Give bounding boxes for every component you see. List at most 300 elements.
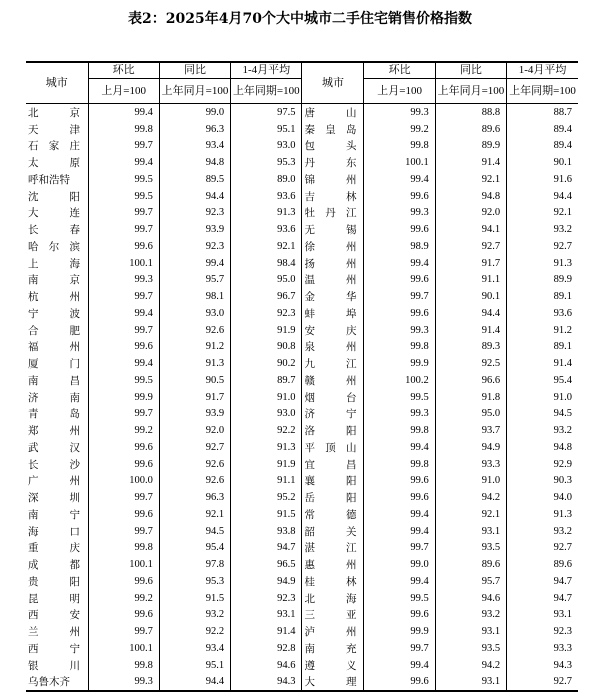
mom-value: 99.2 xyxy=(88,590,159,607)
mom-value: 99.6 xyxy=(88,506,159,523)
avg-value: 93.0 xyxy=(231,138,302,155)
city-name-text: 锦 州 xyxy=(304,173,357,186)
avg-base-header: 上年同期=100 xyxy=(231,79,302,104)
table-row xyxy=(26,506,578,523)
city-name xyxy=(26,272,88,289)
city-name xyxy=(302,406,364,423)
city-name xyxy=(302,339,364,356)
table-row xyxy=(26,138,578,155)
city-name xyxy=(302,272,364,289)
city-name-text: 安 庆 xyxy=(304,324,357,337)
city-name xyxy=(302,171,364,188)
yoy-value: 93.2 xyxy=(159,607,230,624)
city-name-text: 三 亚 xyxy=(304,609,357,622)
city-name xyxy=(26,640,88,657)
mom-value: 99.2 xyxy=(88,422,159,439)
avg-value: 93.1 xyxy=(553,609,572,621)
mom-value: 100.1 xyxy=(88,255,159,272)
mom-value: 99.3 xyxy=(88,272,159,289)
city-name-text: 赣 州 xyxy=(304,374,357,387)
yoy-value: 90.5 xyxy=(159,372,230,389)
yoy-value: 93.1 xyxy=(435,523,506,540)
city-name-text: 湛 江 xyxy=(304,542,357,555)
table-row xyxy=(26,288,578,305)
city-name-text: 大 连 xyxy=(28,207,80,220)
yoy-value: 92.1 xyxy=(159,506,230,523)
mom-value: 99.5 xyxy=(88,372,159,389)
city-name-text: 昆 明 xyxy=(28,592,80,605)
mom-value: 99.8 xyxy=(364,422,435,439)
mom-value: 99.4 xyxy=(88,154,159,171)
city-name-text: 北 海 xyxy=(304,592,357,605)
mom-value: 99.7 xyxy=(88,205,159,222)
city-name-text: 上 海 xyxy=(28,257,80,270)
mom-value: 99.7 xyxy=(88,138,159,155)
yoy-value: 93.0 xyxy=(159,305,230,322)
mom-value: 99.6 xyxy=(364,188,435,205)
city-name xyxy=(26,473,88,490)
city-name-text: 南 充 xyxy=(304,642,357,655)
city-name-text: 西 安 xyxy=(28,609,80,622)
table-row xyxy=(26,590,578,607)
table-row xyxy=(26,171,578,188)
mom-header: 环比 xyxy=(364,62,435,79)
mom-value: 99.3 xyxy=(364,104,435,121)
mom-value: 99.8 xyxy=(364,138,435,155)
table-row xyxy=(26,339,578,356)
yoy-base-header: 上年同月=100 xyxy=(435,79,506,104)
avg-value: 94.9 xyxy=(231,573,302,590)
mom-value: 99.4 xyxy=(88,305,159,322)
table-row xyxy=(26,406,578,423)
city-name xyxy=(302,121,364,138)
city-name xyxy=(302,523,364,540)
city-name-text: 长 春 xyxy=(28,224,80,237)
city-name xyxy=(302,372,364,389)
avg-value: 90.8 xyxy=(231,339,302,356)
city-name xyxy=(26,573,88,590)
city-name-text: 重 庆 xyxy=(28,542,80,555)
yoy-value: 94.2 xyxy=(435,489,506,506)
city-name xyxy=(26,238,88,255)
mom-value: 99.5 xyxy=(364,389,435,406)
mom-value: 99.3 xyxy=(364,322,435,339)
yoy-value: 89.3 xyxy=(435,339,506,356)
table-row xyxy=(26,372,578,389)
mom-value: 99.4 xyxy=(364,171,435,188)
avg-value: 89.7 xyxy=(231,372,302,389)
city-name-text: 成 都 xyxy=(28,559,80,572)
avg-value: 90.3 xyxy=(553,475,572,487)
yoy-value: 92.6 xyxy=(159,456,230,473)
city-name-text: 南 宁 xyxy=(28,508,80,521)
yoy-header: 同比 xyxy=(435,62,506,79)
city-name-text: 福 州 xyxy=(28,341,80,354)
mom-value: 100.0 xyxy=(88,473,159,490)
mom-value: 99.4 xyxy=(364,523,435,540)
city-name-text: 金 华 xyxy=(304,291,357,304)
yoy-value: 90.1 xyxy=(435,288,506,305)
mom-base-header: 上月=100 xyxy=(88,79,159,104)
mom-value: 99.8 xyxy=(88,657,159,674)
mom-value: 99.4 xyxy=(88,355,159,372)
city-name-text: 牡 丹 江 xyxy=(304,207,357,220)
table-row xyxy=(26,188,578,205)
city-name-text: 广 州 xyxy=(28,475,80,488)
city-name xyxy=(26,288,88,305)
city-name xyxy=(26,422,88,439)
city-name xyxy=(302,674,364,692)
yoy-value: 97.8 xyxy=(159,556,230,573)
table-row xyxy=(26,389,578,406)
mom-value: 99.6 xyxy=(364,607,435,624)
yoy-value: 93.7 xyxy=(435,422,506,439)
city-name xyxy=(26,540,88,557)
table-row xyxy=(26,272,578,289)
city-name-text: 南 京 xyxy=(28,274,80,287)
yoy-value: 95.1 xyxy=(159,657,230,674)
city-name-text: 武 汉 xyxy=(28,441,80,454)
city-name-text: 乌鲁木齐 xyxy=(28,676,70,689)
mom-value: 99.7 xyxy=(88,523,159,540)
city-name-text: 宜 昌 xyxy=(304,458,357,471)
mom-value: 99.7 xyxy=(88,406,159,423)
price-index-table xyxy=(26,61,578,692)
yoy-value: 92.2 xyxy=(159,623,230,640)
city-name xyxy=(302,607,364,624)
city-name-text: 合 肥 xyxy=(28,324,80,337)
city-name-text: 济 宁 xyxy=(304,408,357,421)
mom-value: 99.8 xyxy=(364,456,435,473)
city-name xyxy=(26,439,88,456)
city-name xyxy=(26,305,88,322)
avg-value: 93.0 xyxy=(231,406,302,423)
yoy-value: 94.6 xyxy=(435,590,506,607)
avg-value: 91.1 xyxy=(231,473,302,490)
avg-value: 92.8 xyxy=(231,640,302,657)
mom-value: 99.8 xyxy=(88,540,159,557)
city-name xyxy=(302,322,364,339)
mom-value: 100.2 xyxy=(364,372,435,389)
mom-value: 99.6 xyxy=(364,305,435,322)
city-name-text: 呼和浩特 xyxy=(28,173,70,186)
avg-value: 93.8 xyxy=(231,523,302,540)
avg-value: 93.6 xyxy=(231,188,302,205)
avg-value: 93.6 xyxy=(553,307,572,319)
yoy-value: 96.3 xyxy=(159,489,230,506)
yoy-value: 92.6 xyxy=(159,322,230,339)
avg-value: 89.9 xyxy=(553,274,572,286)
city-name-text: 常 德 xyxy=(304,508,357,521)
mom-value: 100.1 xyxy=(88,640,159,657)
mom-value: 99.3 xyxy=(88,674,159,692)
city-name xyxy=(26,205,88,222)
avg-value: 92.7 xyxy=(507,674,578,692)
yoy-value: 91.1 xyxy=(435,272,506,289)
yoy-base-header: 上年同月=100 xyxy=(159,79,230,104)
city-name-text: 韶 关 xyxy=(304,525,357,538)
yoy-value: 94.8 xyxy=(435,188,506,205)
yoy-value: 92.3 xyxy=(159,205,230,222)
yoy-value: 91.4 xyxy=(435,322,506,339)
mom-value: 100.1 xyxy=(364,154,435,171)
mom-value: 99.7 xyxy=(364,288,435,305)
avg-value: 96.5 xyxy=(231,556,302,573)
yoy-value: 91.7 xyxy=(159,389,230,406)
yoy-value: 91.2 xyxy=(159,339,230,356)
city-name xyxy=(26,121,88,138)
city-name-text: 贵 阳 xyxy=(28,575,80,588)
city-name-text: 惠 州 xyxy=(304,559,357,572)
avg-value: 91.3 xyxy=(231,439,302,456)
mom-value: 99.4 xyxy=(364,573,435,590)
mom-value: 99.7 xyxy=(364,640,435,657)
avg-value: 92.1 xyxy=(231,238,302,255)
city-name xyxy=(302,154,364,171)
avg-value: 91.0 xyxy=(553,391,572,403)
table-row xyxy=(26,523,578,540)
avg-value: 94.8 xyxy=(553,441,572,453)
city-name-text: 天 津 xyxy=(28,123,80,136)
yoy-value: 94.4 xyxy=(159,188,230,205)
mom-header: 环比 xyxy=(88,62,159,79)
table-row xyxy=(26,456,578,473)
city-name-text: 洛 阳 xyxy=(304,425,357,438)
avg-value: 92.3 xyxy=(231,305,302,322)
city-name-text: 唐 山 xyxy=(304,106,357,119)
yoy-value: 92.6 xyxy=(159,473,230,490)
city-name xyxy=(26,138,88,155)
city-name-text: 遵 义 xyxy=(304,659,357,672)
avg-value: 94.4 xyxy=(553,190,572,202)
city-name-text: 泉 州 xyxy=(304,341,357,354)
avg-value: 94.6 xyxy=(231,657,302,674)
avg-value: 90.1 xyxy=(553,157,572,169)
table-row xyxy=(26,154,578,171)
city-name xyxy=(26,523,88,540)
city-name xyxy=(302,238,364,255)
avg-value: 93.3 xyxy=(553,642,572,654)
city-name-text: 扬 州 xyxy=(304,257,357,270)
table-row xyxy=(26,322,578,339)
yoy-value: 94.2 xyxy=(435,657,506,674)
city-name xyxy=(26,456,88,473)
city-name xyxy=(302,288,364,305)
mom-value: 99.6 xyxy=(88,238,159,255)
mom-value: 99.6 xyxy=(364,674,435,692)
avg-value: 91.2 xyxy=(553,324,572,336)
city-name xyxy=(302,489,364,506)
avg-value: 94.7 xyxy=(553,592,572,604)
table-row xyxy=(26,674,578,692)
yoy-value: 94.1 xyxy=(435,221,506,238)
avg-value: 89.4 xyxy=(553,140,572,152)
mom-value: 99.4 xyxy=(364,255,435,272)
city-name-text: 平 顶 山 xyxy=(304,441,357,454)
avg-value: 96.7 xyxy=(231,288,302,305)
table-row xyxy=(26,540,578,557)
city-name-text: 青 岛 xyxy=(28,408,80,421)
mom-value: 99.8 xyxy=(364,339,435,356)
city-name-text: 桂 林 xyxy=(304,575,357,588)
city-name xyxy=(26,623,88,640)
city-name-text: 丹 东 xyxy=(304,157,357,170)
yoy-value: 93.1 xyxy=(435,623,506,640)
city-name-text: 郑 州 xyxy=(28,425,80,438)
city-header: 城市 xyxy=(302,62,364,104)
table-row xyxy=(26,623,578,640)
city-name xyxy=(26,607,88,624)
mom-value: 99.6 xyxy=(88,339,159,356)
avg-value: 93.1 xyxy=(231,607,302,624)
avg-value: 91.0 xyxy=(231,389,302,406)
avg-value: 94.3 xyxy=(231,674,302,692)
yoy-value: 92.7 xyxy=(435,238,506,255)
avg-value: 94.7 xyxy=(231,540,302,557)
yoy-value: 93.9 xyxy=(159,221,230,238)
yoy-value: 94.4 xyxy=(435,305,506,322)
table-row xyxy=(26,221,578,238)
city-name xyxy=(302,205,364,222)
city-name xyxy=(302,389,364,406)
city-name xyxy=(302,540,364,557)
yoy-value: 93.5 xyxy=(435,640,506,657)
yoy-value: 92.3 xyxy=(159,238,230,255)
yoy-value: 95.4 xyxy=(159,540,230,557)
city-name-text: 深 圳 xyxy=(28,492,80,505)
mom-value: 98.9 xyxy=(364,238,435,255)
avg-value: 95.0 xyxy=(231,272,302,289)
mom-value: 99.7 xyxy=(88,623,159,640)
city-name-text: 北 京 xyxy=(28,106,80,119)
yoy-value: 95.7 xyxy=(159,272,230,289)
avg-value: 95.4 xyxy=(553,374,572,386)
table-row xyxy=(26,305,578,322)
avg-value: 92.1 xyxy=(553,207,572,219)
city-name xyxy=(26,590,88,607)
yoy-value: 94.9 xyxy=(435,439,506,456)
avg-header: 1-4月平均 xyxy=(231,62,302,79)
avg-value: 94.3 xyxy=(553,659,572,671)
avg-value: 90.2 xyxy=(231,355,302,372)
avg-value: 91.9 xyxy=(231,322,302,339)
city-name-text: 烟 台 xyxy=(304,391,357,404)
city-name xyxy=(302,556,364,573)
table-row xyxy=(26,121,578,138)
mom-base-header: 上月=100 xyxy=(364,79,435,104)
city-name xyxy=(302,640,364,657)
yoy-value: 93.2 xyxy=(435,607,506,624)
yoy-value: 91.4 xyxy=(435,154,506,171)
city-name-text: 银 川 xyxy=(28,659,80,672)
avg-value: 97.5 xyxy=(231,104,302,121)
table-body xyxy=(26,104,578,692)
yoy-value: 92.5 xyxy=(435,355,506,372)
mom-value: 99.4 xyxy=(88,104,159,121)
city-name-text: 襄 阳 xyxy=(304,475,357,488)
city-name-text: 济 南 xyxy=(28,391,80,404)
city-name xyxy=(302,506,364,523)
yoy-value: 89.9 xyxy=(435,138,506,155)
yoy-value: 93.4 xyxy=(159,138,230,155)
mom-value: 99.9 xyxy=(364,623,435,640)
yoy-value: 89.5 xyxy=(159,171,230,188)
mom-value: 99.6 xyxy=(88,573,159,590)
city-name xyxy=(26,154,88,171)
table-row xyxy=(26,657,578,674)
city-name xyxy=(26,389,88,406)
city-name xyxy=(302,104,364,121)
city-name xyxy=(26,556,88,573)
table-row xyxy=(26,205,578,222)
city-header: 城市 xyxy=(26,62,88,104)
avg-value: 95.1 xyxy=(231,121,302,138)
mom-value: 99.6 xyxy=(364,272,435,289)
table-title: 表2：2025年4月70个大中城市二手住宅销售价格指数 xyxy=(128,11,472,27)
avg-value: 91.3 xyxy=(553,508,572,520)
mom-value: 99.3 xyxy=(364,205,435,222)
avg-base-header: 上年同期=100 xyxy=(507,79,578,104)
city-name xyxy=(26,489,88,506)
avg-value: 91.9 xyxy=(231,456,302,473)
mom-value: 99.8 xyxy=(88,121,159,138)
avg-value: 92.7 xyxy=(553,542,572,554)
yoy-value: 94.8 xyxy=(159,154,230,171)
city-name xyxy=(302,439,364,456)
avg-header: 1-4月平均 xyxy=(507,62,578,79)
city-name xyxy=(26,188,88,205)
table-row xyxy=(26,255,578,272)
yoy-value: 93.3 xyxy=(435,456,506,473)
mom-value: 99.6 xyxy=(88,439,159,456)
yoy-value: 93.9 xyxy=(159,406,230,423)
mom-value: 99.0 xyxy=(364,556,435,573)
city-name-text: 厦 门 xyxy=(28,358,80,371)
city-name xyxy=(26,171,88,188)
avg-value: 91.3 xyxy=(553,257,572,269)
avg-value: 89.0 xyxy=(231,171,302,188)
avg-value: 95.2 xyxy=(231,489,302,506)
city-name xyxy=(302,573,364,590)
mom-value: 99.5 xyxy=(88,171,159,188)
city-name xyxy=(302,255,364,272)
yoy-value: 91.7 xyxy=(435,255,506,272)
city-name-text: 兰 州 xyxy=(28,626,80,639)
table-row xyxy=(26,573,578,590)
avg-value: 91.4 xyxy=(231,623,302,640)
mom-value: 99.6 xyxy=(364,221,435,238)
city-name xyxy=(26,255,88,272)
avg-value: 91.6 xyxy=(553,173,572,185)
city-name xyxy=(26,339,88,356)
city-name-text: 泸 州 xyxy=(304,626,357,639)
mom-value: 99.3 xyxy=(364,406,435,423)
mom-value: 99.9 xyxy=(88,389,159,406)
city-name-text: 秦 皇 岛 xyxy=(304,123,357,136)
table-row xyxy=(26,640,578,657)
city-name-text: 石 家 庄 xyxy=(28,140,80,153)
avg-value: 91.4 xyxy=(553,358,572,370)
yoy-value: 96.6 xyxy=(435,372,506,389)
mom-value: 99.9 xyxy=(364,355,435,372)
city-name xyxy=(26,221,88,238)
avg-value: 92.2 xyxy=(231,422,302,439)
mom-value: 99.7 xyxy=(88,489,159,506)
avg-value: 89.4 xyxy=(553,123,572,135)
mom-value: 99.6 xyxy=(364,489,435,506)
mom-value: 99.4 xyxy=(364,506,435,523)
mom-value: 99.7 xyxy=(88,221,159,238)
